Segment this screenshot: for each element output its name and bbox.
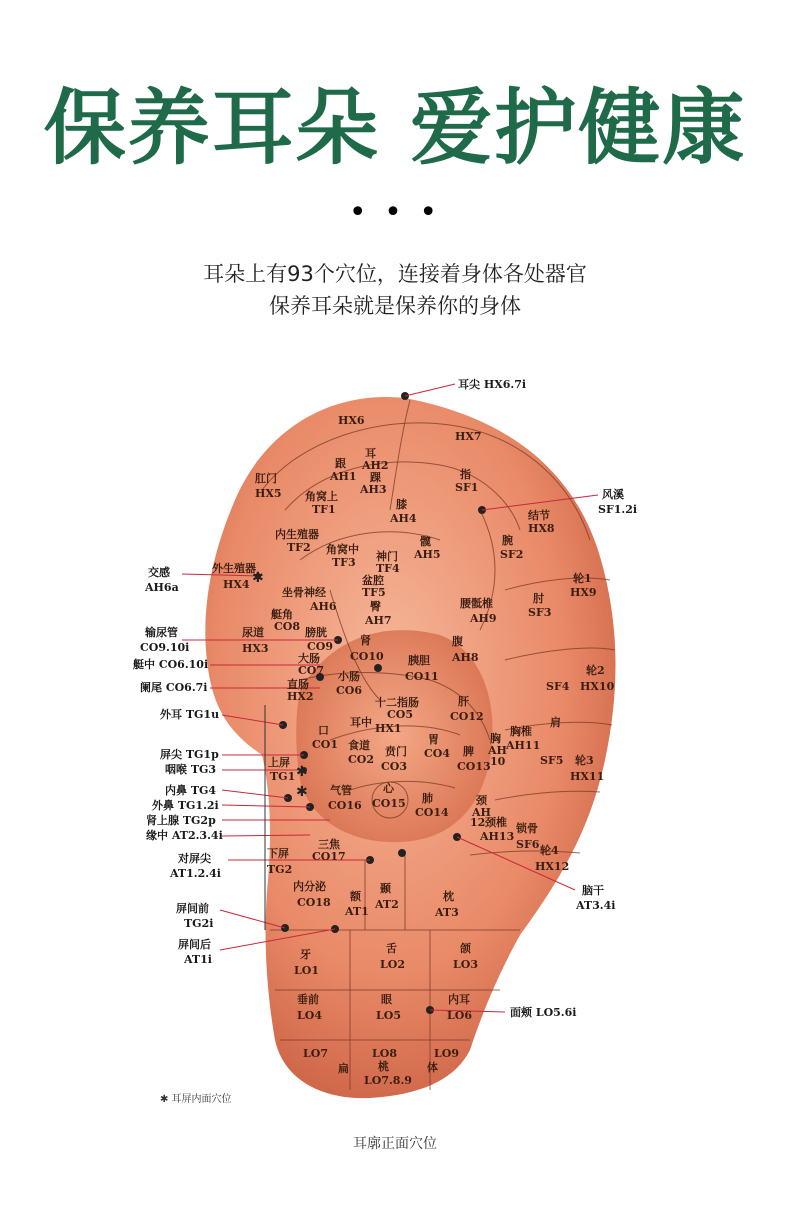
zone-zhou-code: SF3 [528,606,552,619]
callout-pingjianhou-code: AT1i [184,953,212,966]
subtitle-line-2: 保养耳朵就是保养你的身体 [269,294,521,318]
zone-sf5: SF5 [540,754,564,767]
zone-tingjiao-code: CO8 [274,620,300,633]
zone-jingzhui: 颈椎 [485,816,507,829]
zone-waishengzhiqi: 外生殖器 [212,562,256,575]
zone-yan: 眼 [381,993,392,1006]
callout-waier: 外耳 TG1u [160,708,220,721]
callout-neibi: 内鼻 TG4 [165,784,217,797]
zone-fu: 腹 [452,635,463,648]
zone-ganmen-code: HX5 [255,487,282,500]
page-title: 保养耳朵 爱护健康 [43,81,747,176]
zone-jiaowozhong-code: TF3 [332,556,356,569]
zone-kou: 口 [318,724,329,737]
zone-xiaochang-code: CO6 [336,684,362,697]
zone-pangguang-code: CO9 [307,640,333,653]
zone-she-code: LO2 [380,958,405,971]
zone-huai: 踝 [370,471,381,484]
zone-zuogu: 坐骨神经 [282,586,326,599]
zone-jing-code: AH [472,806,491,819]
zone-sf4: SF4 [546,680,570,693]
zone-ya: 牙 [300,948,311,961]
zone-lun3: 轮3 [575,754,594,767]
zone-tingjiao: 艇角 [271,608,293,621]
zone-lun3-code: HX11 [570,770,605,783]
zone-shidao: 食道 [348,739,370,752]
zone-huai-code: AH3 [360,483,387,496]
zone-bian: 扁 [338,1062,349,1075]
zone-yaodizhui: 腰骶椎 [460,597,493,610]
zone-jian: 肩 [550,716,561,729]
zone-shangping: 上屏 [268,756,290,769]
zone-wan: 腕 [502,534,513,547]
zone-zhichang-code: HX2 [287,690,314,703]
zone-shen: 肾 [360,634,371,647]
zone-waishengzhiqi-code: HX4 [223,578,250,591]
zone-xin: 心 [383,782,394,795]
callout-lanwei: 阑尾 CO6.7i [140,681,208,694]
zone-yan-code: LO5 [376,1009,401,1022]
zone-zhen: 枕 [443,890,454,903]
zone-wei-code: CO4 [424,747,450,760]
zone-kuan-code: AH5 [414,548,441,561]
zone-nie: 颞 [380,882,391,895]
zone-neishengzhiqi: 内生殖器 [275,528,319,541]
callout-shuniaoguan: 输尿管 [145,626,178,639]
zone-chuiqian-code: LO4 [297,1009,322,1022]
zone-yidan: 胰胆 [408,654,430,667]
callout-shuniaoguan-code: CO9.10i [140,641,190,654]
zone-tun: 臀 [370,600,381,613]
zone-dachang: 大肠 [298,652,320,665]
zone-sanjiao: 三焦 [318,838,340,851]
zone-penqiang: 盆腔 [362,574,384,587]
zone-she: 舌 [386,942,397,955]
callout-mianjia: 面颊 LO5.6i [510,1006,577,1019]
zone-jiaowozhong: 角窝中 [326,543,359,556]
ear-acupoint-diagram [0,360,790,1130]
zone-erzhong: 耳中 [350,716,372,729]
zone-hx7: HX7 [455,430,482,443]
zone-shangping-code: TG1 [270,770,296,783]
zone-wan-code: SF2 [500,548,524,561]
zone-ganmen: 肛门 [255,472,277,485]
zone-tun-code: AH7 [365,614,392,627]
zone-jiaowoshang: 角窝上 [305,490,338,503]
callout-tingzhong: 艇中 CO6.10i [133,658,209,671]
zone-xi-code: AH4 [390,512,417,525]
zone-lun2: 轮2 [586,664,605,677]
zone-yidan-code: CO11 [405,670,439,683]
zone-xiaochang: 小肠 [338,670,360,683]
zone-lun4: 轮4 [540,844,559,857]
zone-lun4-code: HX12 [535,860,570,873]
zone-lo8: LO8 [372,1047,397,1060]
zone-xiongzhui: 胸椎 [510,725,532,738]
callout-fengxi: 风溪 [602,488,624,501]
zone-lo7: LO7 [303,1047,328,1060]
zone-neifenmi-code: CO18 [297,896,331,909]
callout-top: 耳尖 HX6.7i [458,378,527,391]
zone-lo9: LO9 [434,1047,459,1060]
zone-niaodao-code: HX3 [242,642,269,655]
zone-xiong-code: AH [488,744,507,757]
zone-zhichang: 直肠 [287,678,309,691]
zone-xiongzhui-code: AH11 [506,739,541,752]
zone-ya-code: LO1 [294,964,319,977]
zone-xiong-num: 10 [490,755,506,768]
zone-dachang-code: CO7 [298,664,324,677]
zone-pi-code: CO13 [457,760,491,773]
zone-lo789: LO7.8.9 [364,1074,412,1087]
callout-duipingjian-code: AT1.2.4i [170,867,221,880]
zone-gen: 跟 [335,457,346,470]
zone-shierzhichang: 十二指肠 [375,696,419,709]
zone-fu-code: AH8 [452,651,479,664]
zone-xiaping-code: TG2 [267,863,293,876]
zone-zhi: 指 [460,468,471,481]
zone-he-code: LO3 [453,958,478,971]
zone-lun2-code: HX10 [580,680,615,693]
ellipsis-divider: • • • [348,195,442,230]
zone-kou-code: CO1 [312,738,338,751]
zone-jiaowoshang-code: TF1 [312,503,336,516]
callout-duipingjian: 对屏尖 [178,852,211,865]
subtitle-line-1: 耳朵上有93个穴位，连接着身体各处器官 [203,262,587,286]
zone-e: 额 [350,890,361,903]
callout-pingjian: 屏尖 TG1p [160,748,219,761]
svg-text:✱: ✱ [296,784,308,800]
zone-zhen-code: AT3 [435,906,459,919]
zone-fei: 肺 [422,792,433,805]
zone-benmen-code: CO3 [381,760,407,773]
zone-jingzhui-code: AH13 [480,830,515,843]
callout-fengxi-code: SF1.2i [598,503,638,516]
zone-lun1: 轮1 [573,572,592,585]
zone-pi: 脾 [463,745,474,758]
svg-text:✱: ✱ [296,764,308,780]
zone-shierzhichang-code: CO5 [387,708,413,721]
zone-nie-code: AT2 [375,898,399,911]
zone-jing-num: 12 [470,816,486,829]
zone-fei-code: CO14 [415,806,449,819]
zone-neier: 内耳 [448,993,470,1006]
zone-ergan: 耳 [365,447,376,460]
callout-jiaogan-code: AH6a [145,581,179,594]
zone-tao: 桃 [378,1060,389,1073]
zone-chuiqian: 垂前 [297,993,319,1006]
zone-xin-code: CO15 [372,797,406,810]
callout-pingjianqian-code: TG2i [184,917,214,930]
zone-suogu-code: SF6 [516,838,540,851]
callout-yanhou: 咽喉 TG3 [165,763,217,776]
callout-jiaogan: 交感 [148,566,170,579]
zone-jiejie-code: HX8 [528,522,555,535]
callout-naogan: 脑干 [582,884,604,897]
zone-e-code: AT1 [345,905,369,918]
zone-zhou: 肘 [533,592,544,605]
zone-yaodizhui-code: AH9 [470,612,497,625]
zone-he: 颌 [460,942,471,955]
zone-shenmen-code: TF4 [376,562,400,575]
zone-shenmen: 神门 [376,550,398,563]
zone-ergan-code: AH2 [362,459,389,472]
zone-penqiang-code: TF5 [362,586,386,599]
zone-sanjiao-code: CO17 [312,850,346,863]
zone-xi: 膝 [396,498,407,511]
zone-kuan: 髋 [420,535,431,548]
callout-pingjianqian: 屏间前 [176,902,209,915]
zone-xiaping: 下屏 [267,847,289,860]
zone-gan-code: CO12 [450,710,484,723]
svg-text:✱: ✱ [252,570,264,586]
zone-qiguan: 气管 [330,784,352,797]
zone-pangguang: 膀胱 [305,626,327,639]
callout-naogan-code: AT3.4i [576,899,616,912]
zone-wei: 胃 [428,733,439,746]
callout-shenshangxian: 肾上腺 TG2p [146,814,216,827]
zone-jing: 颈 [476,794,487,807]
callout-waibi: 外鼻 TG1.2i [152,799,219,812]
zone-hx6: HX6 [338,414,365,427]
zone-neishengzhiqi-code: TF2 [287,541,311,554]
zone-zuogu-code: AH6 [310,600,337,613]
zone-lun1-code: HX9 [570,586,597,599]
zone-benmen: 贲门 [385,745,407,758]
zone-jiejie: 结节 [528,509,550,522]
zone-suogu: 锁骨 [516,822,538,835]
zone-gen-code: AH1 [330,470,357,483]
zone-xiong: 胸 [490,732,501,745]
zone-neifenmi: 内分泌 [293,880,326,893]
zone-erzhong-code: HX1 [375,722,402,735]
zone-zhi-code: SF1 [455,481,479,494]
zone-shidao-code: CO2 [348,753,374,766]
footnote: ✱ 耳屏内面穴位 [160,1094,232,1105]
callout-pingjianhou: 屏间后 [178,938,211,951]
zone-neier-code: LO6 [447,1009,472,1022]
zone-ti: 体 [427,1061,438,1074]
diagram-caption: 耳廓正面穴位 [353,1136,437,1152]
callout-yuanzhong: 缘中 AT2.3.4i [146,829,223,842]
zone-gan: 肝 [458,695,469,708]
zone-qiguan-code: CO16 [328,799,362,812]
zone-niaodao: 尿道 [242,626,264,639]
zone-shen-code: CO10 [350,650,384,663]
